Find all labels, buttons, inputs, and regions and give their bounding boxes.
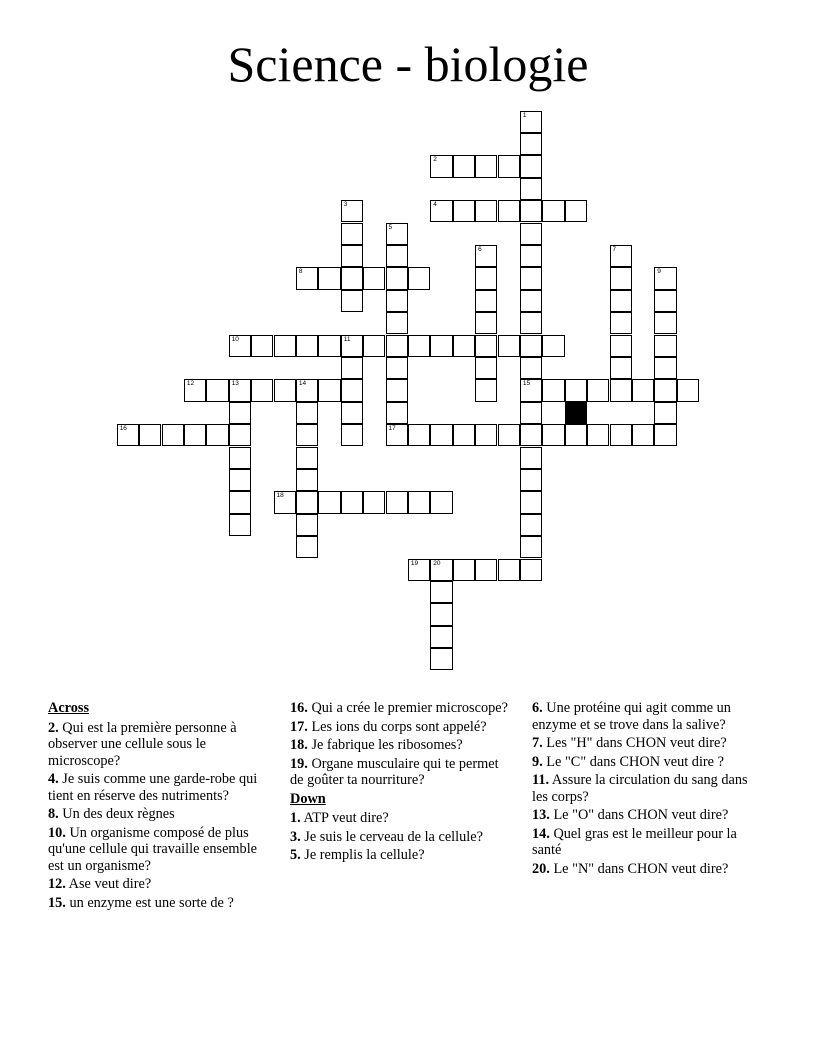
clue-text: Une protéine qui agit comme un enzyme et se trove dans la salive? (532, 700, 731, 733)
grid-cell[interactable] (520, 133, 542, 155)
grid-cell[interactable] (251, 335, 273, 357)
grid-cell[interactable] (520, 335, 542, 357)
clue-number: 19 (410, 559, 419, 567)
grid-cell[interactable] (498, 155, 520, 177)
grid-cell[interactable] (408, 335, 430, 357)
grid-cell[interactable] (229, 402, 251, 424)
grid-cell[interactable] (229, 424, 251, 446)
clue-text: Organe musculaire qui te permet de goûter ta nourriture? (290, 755, 499, 788)
clue-number: 10 (231, 335, 239, 343)
grid-cell[interactable] (363, 491, 385, 513)
grid-cell[interactable] (386, 223, 408, 245)
grid-cell[interactable] (296, 379, 318, 401)
clue-number: 3 (343, 201, 348, 209)
grid-cell[interactable] (341, 357, 363, 379)
clue-number-label: 5. (290, 847, 301, 863)
grid-cell[interactable] (453, 200, 475, 222)
grid-cell[interactable] (542, 379, 564, 401)
clue-number: 8 (298, 268, 303, 276)
grid-cell[interactable] (341, 290, 363, 312)
clue-item (48, 895, 270, 912)
clue-item (290, 756, 512, 789)
clue-item (48, 825, 270, 875)
grid-cell[interactable] (520, 267, 542, 289)
clue-item (48, 806, 270, 823)
grid-cell[interactable] (677, 379, 699, 401)
grid-cell[interactable] (318, 267, 340, 289)
grid-black-cell (565, 402, 587, 424)
grid-cell[interactable] (520, 357, 542, 379)
clue-text: Les ions du corps sont appelé? (307, 718, 487, 735)
clue-number-label: 17. (290, 718, 308, 735)
clue-item (290, 737, 512, 754)
grid-cell[interactable] (565, 200, 587, 222)
grid-cell[interactable] (520, 514, 542, 536)
clue-text: Je suis le cerveau de la cellule? (300, 828, 483, 845)
clue-number-label: 19. (290, 755, 308, 772)
grid-cell[interactable] (341, 402, 363, 424)
grid-cell[interactable] (296, 514, 318, 536)
grid-cell[interactable] (654, 402, 676, 424)
clue-number-label: 16. (290, 700, 308, 716)
grid-cell[interactable] (162, 424, 184, 446)
clue-item (532, 772, 762, 805)
down-clue-list-cont (532, 700, 762, 877)
grid-cell[interactable] (184, 424, 206, 446)
grid-cell[interactable] (430, 648, 452, 670)
grid-cell[interactable] (475, 245, 497, 267)
clue-number-label: 12. (48, 876, 66, 892)
grid-cell[interactable] (251, 379, 273, 401)
grid-cell[interactable] (229, 379, 251, 401)
grid-cell[interactable] (296, 447, 318, 469)
grid-cell[interactable] (610, 379, 632, 401)
clue-number-label: 15. (48, 894, 66, 911)
clue-number: 13 (231, 380, 239, 388)
grid-cell[interactable] (296, 402, 318, 424)
grid-cell[interactable] (229, 335, 251, 357)
grid-cell[interactable] (565, 379, 587, 401)
clues-column-3 (532, 700, 762, 879)
grid-cell[interactable] (386, 245, 408, 267)
grid-cell[interactable] (542, 335, 564, 357)
clue-number: 4 (433, 201, 437, 209)
grid-cell[interactable] (296, 491, 318, 513)
clue-item (290, 719, 512, 736)
clue-number-label: 2. (48, 719, 59, 736)
grid-cell[interactable] (296, 267, 318, 289)
grid-cell[interactable] (341, 379, 363, 401)
grid-cell[interactable] (520, 469, 542, 491)
across-clue-list-cont (290, 700, 512, 789)
clue-text: Je remplis la cellule? (300, 847, 425, 863)
clue-item (532, 826, 762, 859)
clue-text: Je suis comme une garde-robe qui tient en réserve des nutriments? (48, 771, 258, 804)
down-header: Down (290, 790, 326, 807)
grid-cell[interactable] (498, 200, 520, 222)
clue-item (532, 807, 762, 824)
grid-cell[interactable] (475, 155, 497, 177)
grid-cell[interactable] (229, 447, 251, 469)
clue-number-label: 18. (290, 737, 308, 753)
grid-cell[interactable] (654, 335, 676, 357)
grid-cell[interactable] (520, 491, 542, 513)
grid-cell[interactable] (318, 379, 340, 401)
grid-cell[interactable] (520, 223, 542, 245)
clue-number: 17 (388, 425, 396, 433)
clue-number: 15 (522, 380, 531, 388)
grid-cell[interactable] (229, 514, 251, 536)
clue-text: Le "N" dans CHON veut dire? (549, 860, 729, 877)
grid-cell[interactable] (610, 357, 632, 379)
grid-cell[interactable] (520, 379, 542, 401)
clue-item (290, 829, 512, 846)
grid-cell[interactable] (386, 357, 408, 379)
grid-cell[interactable] (296, 469, 318, 491)
grid-cell[interactable] (475, 559, 497, 581)
clue-number: 12 (186, 380, 195, 388)
clue-number-label: 20. (532, 860, 550, 877)
grid-cell[interactable] (386, 379, 408, 401)
grid-cell[interactable] (453, 559, 475, 581)
grid-cell[interactable] (498, 559, 520, 581)
clue-number: 2 (433, 156, 437, 164)
grid-cell[interactable] (386, 402, 408, 424)
clue-text: Qui a crée le premier microscope? (307, 700, 508, 716)
grid-cell[interactable] (632, 379, 654, 401)
grid-cell[interactable] (475, 267, 497, 289)
clue-number: 14 (298, 380, 307, 388)
grid-cell[interactable] (654, 379, 676, 401)
grid-cell[interactable] (654, 267, 676, 289)
grid-cell[interactable] (408, 559, 430, 581)
grid-cell[interactable] (520, 200, 542, 222)
down-clue-list (290, 810, 512, 864)
grid-cell[interactable] (341, 335, 363, 357)
clue-number-label: 4. (48, 771, 59, 787)
grid-cell[interactable] (408, 424, 430, 446)
clue-number-label: 8. (48, 806, 59, 822)
grid-cell[interactable] (475, 335, 497, 357)
grid-cell[interactable] (475, 379, 497, 401)
grid-cell[interactable] (363, 267, 385, 289)
grid-cell[interactable] (610, 290, 632, 312)
grid-cell[interactable] (274, 491, 296, 513)
clue-text: ATP veut dire? (300, 810, 389, 826)
grid-cell[interactable] (520, 559, 542, 581)
clues-column-2 (290, 700, 512, 866)
grid-cell[interactable] (430, 491, 452, 513)
grid-cell[interactable] (453, 335, 475, 357)
clue-text: Un organisme composé de plus qu'une cellule qui travaille ensemble est un organisme? (48, 824, 258, 874)
grid-cell[interactable] (520, 424, 542, 446)
grid-cell[interactable] (296, 335, 318, 357)
clue-item (532, 754, 762, 771)
clue-text: Ase veut dire? (65, 876, 152, 892)
grid-cell[interactable] (654, 357, 676, 379)
clue-item (290, 810, 512, 827)
grid-cell[interactable] (498, 335, 520, 357)
grid-cell[interactable] (610, 335, 632, 357)
clue-number-label: 1. (290, 810, 301, 826)
grid-cell[interactable] (386, 424, 408, 446)
grid-cell[interactable] (206, 379, 228, 401)
grid-cell[interactable] (520, 536, 542, 558)
grid-cell[interactable] (386, 290, 408, 312)
clue-number-label: 14. (532, 825, 550, 842)
clue-text: Le "C" dans CHON veut dire ? (542, 753, 724, 770)
grid-cell[interactable] (341, 223, 363, 245)
clue-number-label: 6. (532, 700, 543, 716)
grid-cell[interactable] (542, 424, 564, 446)
grid-cell[interactable] (453, 424, 475, 446)
grid-cell[interactable] (475, 357, 497, 379)
grid-cell[interactable] (363, 335, 385, 357)
grid-cell[interactable] (632, 424, 654, 446)
grid-cell[interactable] (430, 335, 452, 357)
clue-number-label: 7. (532, 735, 543, 751)
grid-cell[interactable] (386, 491, 408, 513)
grid-cell[interactable] (520, 245, 542, 267)
grid-cell[interactable] (430, 626, 452, 648)
grid-cell[interactable] (117, 424, 139, 446)
grid-cell[interactable] (520, 290, 542, 312)
grid-cell[interactable] (318, 491, 340, 513)
across-clue-list (48, 720, 270, 912)
clue-text: Le "O" dans CHON veut dire? (549, 807, 729, 823)
grid-cell[interactable] (542, 200, 564, 222)
grid-cell[interactable] (341, 200, 363, 222)
grid-cell[interactable] (341, 245, 363, 267)
grid-cell[interactable] (206, 424, 228, 446)
grid-cell[interactable] (408, 267, 430, 289)
grid-cell[interactable] (274, 379, 296, 401)
clue-text: Quel gras est le meilleur pour la santé (532, 825, 737, 858)
clue-text: Les "H" dans CHON veut dire? (542, 735, 727, 751)
grid-cell[interactable] (386, 267, 408, 289)
clue-number: 5 (388, 223, 393, 231)
grid-cell[interactable] (475, 200, 497, 222)
clue-number: 11 (343, 335, 351, 343)
grid-cell[interactable] (520, 178, 542, 200)
grid-cell[interactable] (475, 290, 497, 312)
grid-cell[interactable] (430, 155, 452, 177)
grid-cell[interactable] (475, 424, 497, 446)
grid-cell[interactable] (610, 424, 632, 446)
clue-item (48, 720, 270, 770)
grid-cell[interactable] (430, 200, 452, 222)
grid-cell[interactable] (520, 111, 542, 133)
clue-item (532, 700, 762, 733)
clue-number: 7 (612, 245, 617, 253)
clue-text: Je fabrique les ribosomes? (307, 737, 463, 753)
grid-cell[interactable] (139, 424, 161, 446)
clue-item (48, 876, 270, 893)
clue-number: 6 (478, 245, 482, 253)
grid-cell[interactable] (565, 424, 587, 446)
clue-number-label: 9. (532, 753, 543, 770)
grid-cell[interactable] (610, 267, 632, 289)
grid-cell[interactable] (654, 312, 676, 334)
clue-number: 18 (276, 492, 284, 500)
grid-cell[interactable] (386, 335, 408, 357)
grid-cell[interactable] (430, 424, 452, 446)
grid-cell[interactable] (341, 424, 363, 446)
grid-cell[interactable] (408, 491, 430, 513)
clue-number-label: 3. (290, 828, 301, 845)
clue-text: Assure la circulation du sang dans les corps? (532, 772, 748, 805)
grid-cell[interactable] (453, 155, 475, 177)
grid-cell[interactable] (587, 424, 609, 446)
grid-cell[interactable] (520, 155, 542, 177)
grid-cell[interactable] (520, 402, 542, 424)
grid-cell[interactable] (341, 267, 363, 289)
grid-cell[interactable] (296, 424, 318, 446)
grid-cell[interactable] (184, 379, 206, 401)
grid-cell[interactable] (498, 424, 520, 446)
grid-cell[interactable] (274, 335, 296, 357)
grid-cell[interactable] (296, 536, 318, 558)
grid-cell[interactable] (318, 335, 340, 357)
grid-cell[interactable] (386, 312, 408, 334)
clue-text: Un des deux règnes (58, 806, 175, 822)
clue-item (532, 861, 762, 878)
page-title: Science - biologie (227, 36, 589, 92)
grid-cell[interactable] (229, 491, 251, 513)
clue-number: 1 (522, 111, 527, 119)
grid-cell[interactable] (430, 603, 452, 625)
grid-cell[interactable] (341, 491, 363, 513)
clue-number: 9 (657, 268, 661, 276)
grid-cell[interactable] (430, 581, 452, 603)
clue-number-label: 13. (532, 807, 550, 823)
grid-cell[interactable] (654, 290, 676, 312)
grid-cell[interactable] (610, 245, 632, 267)
clue-number: 16 (119, 425, 127, 433)
grid-cell[interactable] (229, 469, 251, 491)
clue-item (532, 735, 762, 752)
grid-cell[interactable] (430, 559, 452, 581)
clue-item (290, 700, 512, 717)
grid-cell[interactable] (520, 312, 542, 334)
clue-text: un enzyme est une sorte de ? (65, 894, 234, 911)
grid-cell[interactable] (654, 424, 676, 446)
clue-number-label: 10. (48, 824, 66, 841)
grid-cell[interactable] (520, 447, 542, 469)
clue-item (290, 847, 512, 864)
clue-item (48, 771, 270, 804)
grid-cell[interactable] (610, 312, 632, 334)
grid-cell[interactable] (475, 312, 497, 334)
across-header: Across (48, 700, 90, 716)
clue-text: Qui est la première personne à observer une cellule sous le microscope? (48, 719, 237, 769)
clues-column-1 (48, 700, 270, 913)
clue-number: 20 (433, 559, 441, 567)
grid-cell[interactable] (587, 379, 609, 401)
clue-number-label: 11. (532, 772, 550, 788)
